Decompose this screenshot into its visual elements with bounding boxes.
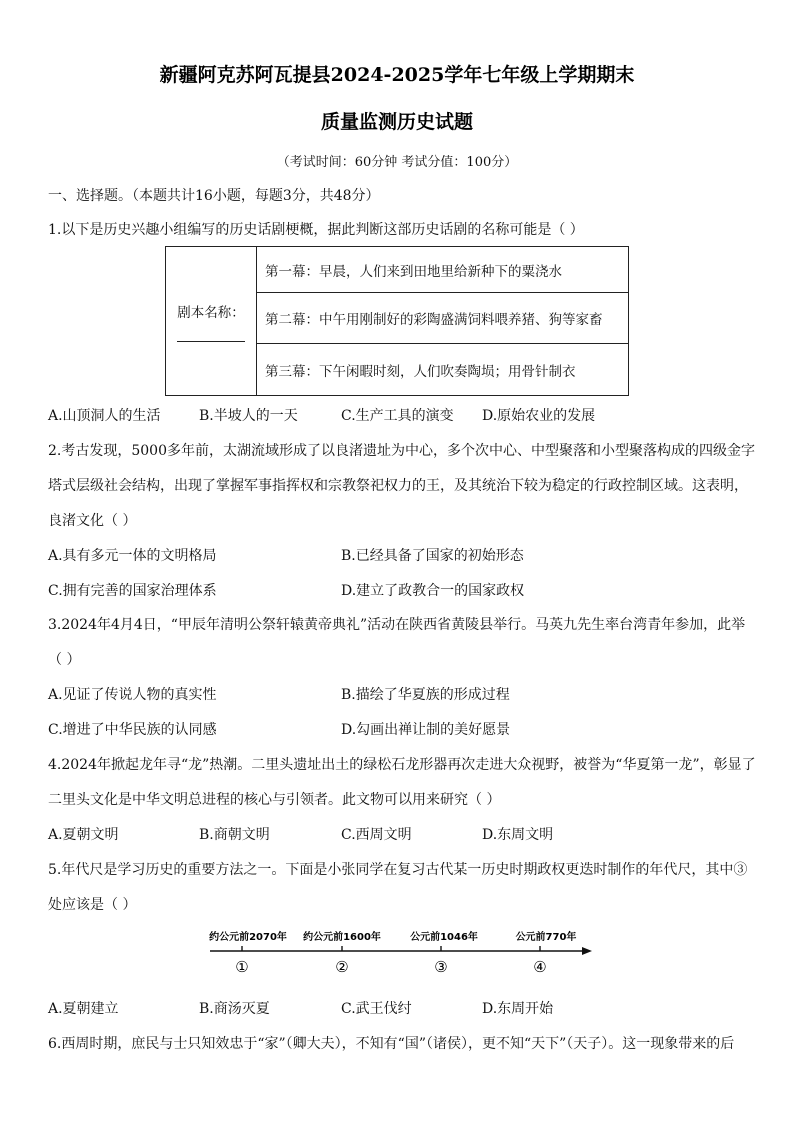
timeline-marker-3: ③ <box>434 958 448 976</box>
q5-line-2: 处应该是（ ） <box>48 897 137 913</box>
exam-title-line1: 新疆阿克苏阿瓦提县2024-2025学年七年级上学期期末 <box>159 64 635 86</box>
timeline-label-1: 约公元前2070年 <box>209 932 287 943</box>
q2-option-c: C.拥有完善的国家治理体系 <box>48 583 217 599</box>
script-name-cell <box>166 247 257 396</box>
timeline-label-2: 约公元前1600年 <box>303 932 381 943</box>
act-1: 第一幕：早晨，人们来到田地里给新种下的粟浇水 <box>257 247 629 293</box>
q2-line-2: 塔式层级社会结构，出现了掌握军事指挥权和宗教祭祀权力的王，及其统治下较为稳定的行政控制区域。这表明， <box>48 478 748 494</box>
script-name-blank <box>177 321 245 342</box>
q5-option-b: B.商汤灭夏 <box>199 1001 270 1017</box>
q4-option-c: C.西周文明 <box>341 827 412 843</box>
q3-option-b: B.描绘了华夏族的形成过程 <box>341 687 510 703</box>
q4-option-b: B.商朝文明 <box>199 827 270 843</box>
q4-option-d: D.东周文明 <box>482 827 554 843</box>
q1-option-c: C.生产工具的演变 <box>341 408 454 424</box>
timeline-marker-1: ① <box>235 958 249 976</box>
section-heading: 一、选择题。（本题共计16小题，每题3分，共48分） <box>48 188 380 204</box>
timeline-label-3: 公元前1046年 <box>410 932 478 943</box>
act-2: 第二幕：中午用刚制好的彩陶盛满饲料喂养猪、狗等家畜 <box>257 293 629 344</box>
q1-option-b: B.半坡人的一天 <box>199 408 298 424</box>
q4-line-2: 二里头文化是中华文明总进程的核心与引领者。此文物可以用来研究（ ） <box>48 792 501 808</box>
timeline-marker-2: ② <box>335 958 349 976</box>
q5-timeline <box>200 926 600 978</box>
q5-line-1: 5.年代尺是学习历史的重要方法之一。下面是小张同学在复习古代某一历史时期政权更迭时制作的年代尺，其中③ <box>48 862 748 878</box>
q2-option-b: B.已经具备了国家的初始形态 <box>341 548 524 564</box>
q5-option-a: A.夏朝建立 <box>48 1001 119 1017</box>
q1-stem: 1.以下是历史兴趣小组编写的历史话剧梗概，据此判断这部历史话剧的名称可能是（ ） <box>48 222 584 238</box>
q3-line-1: 3.2024年4月4日，“甲辰年清明公祭轩辕黄帝典礼”活动在陕西省黄陵县举行。马英九先生率台湾青年参加，此举 <box>48 617 746 633</box>
exam-info: （考试时间：60分钟 考试分值：100分） <box>276 155 518 170</box>
q3-option-c: C.增进了中华民族的认同感 <box>48 722 217 738</box>
q3-option-d: D.勾画出禅让制的美好愿景 <box>341 722 511 738</box>
script-name-label: 剧本名称： <box>177 304 245 321</box>
q2-line-3: 良渚文化（ ） <box>48 513 137 529</box>
q6-line-1: 6.西周时期，庶民与士只知效忠于“家”（卿大夫），不知有“国”（诸侯），更不知“天下”（天子）。这一现象带来的后 <box>48 1036 735 1052</box>
q2-line-1: 2.考古发现，5000多年前，太湖流域形成了以良渚遗址为中心，多个次中心、中型聚落和小型聚落构成的四级金字 <box>48 443 755 459</box>
timeline-marker-4: ④ <box>533 958 547 976</box>
q1-option-a: A.山顶洞人的生活 <box>48 408 161 424</box>
act-3: 第三幕：下午闲暇时刻，人们吹奏陶埙；用骨针制衣 <box>257 344 629 396</box>
q2-option-a: A.具有多元一体的文明格局 <box>48 548 217 564</box>
q2-option-d: D.建立了政教合一的国家政权 <box>341 583 525 599</box>
q5-option-c: C.武王伐纣 <box>341 1001 412 1017</box>
q4-option-a: A.夏朝文明 <box>48 827 119 843</box>
q1-script-table <box>165 246 629 396</box>
q1-option-d: D.原始农业的发展 <box>482 408 596 424</box>
timeline-arrow-icon <box>582 947 592 955</box>
timeline-label-4: 公元前770年 <box>515 932 577 943</box>
exam-title-line2: 质量监测历史试题 <box>320 111 473 133</box>
q4-line-1: 4.2024年掀起龙年寻“龙”热潮。二里头遗址出土的绿松石龙形器再次走进大众视野，被誉为“华夏第一龙”，彰显了 <box>48 757 756 773</box>
q5-option-d: D.东周开始 <box>482 1001 554 1017</box>
q3-option-a: A.见证了传说人物的真实性 <box>48 687 217 703</box>
q3-line-2: （ ） <box>48 652 81 668</box>
